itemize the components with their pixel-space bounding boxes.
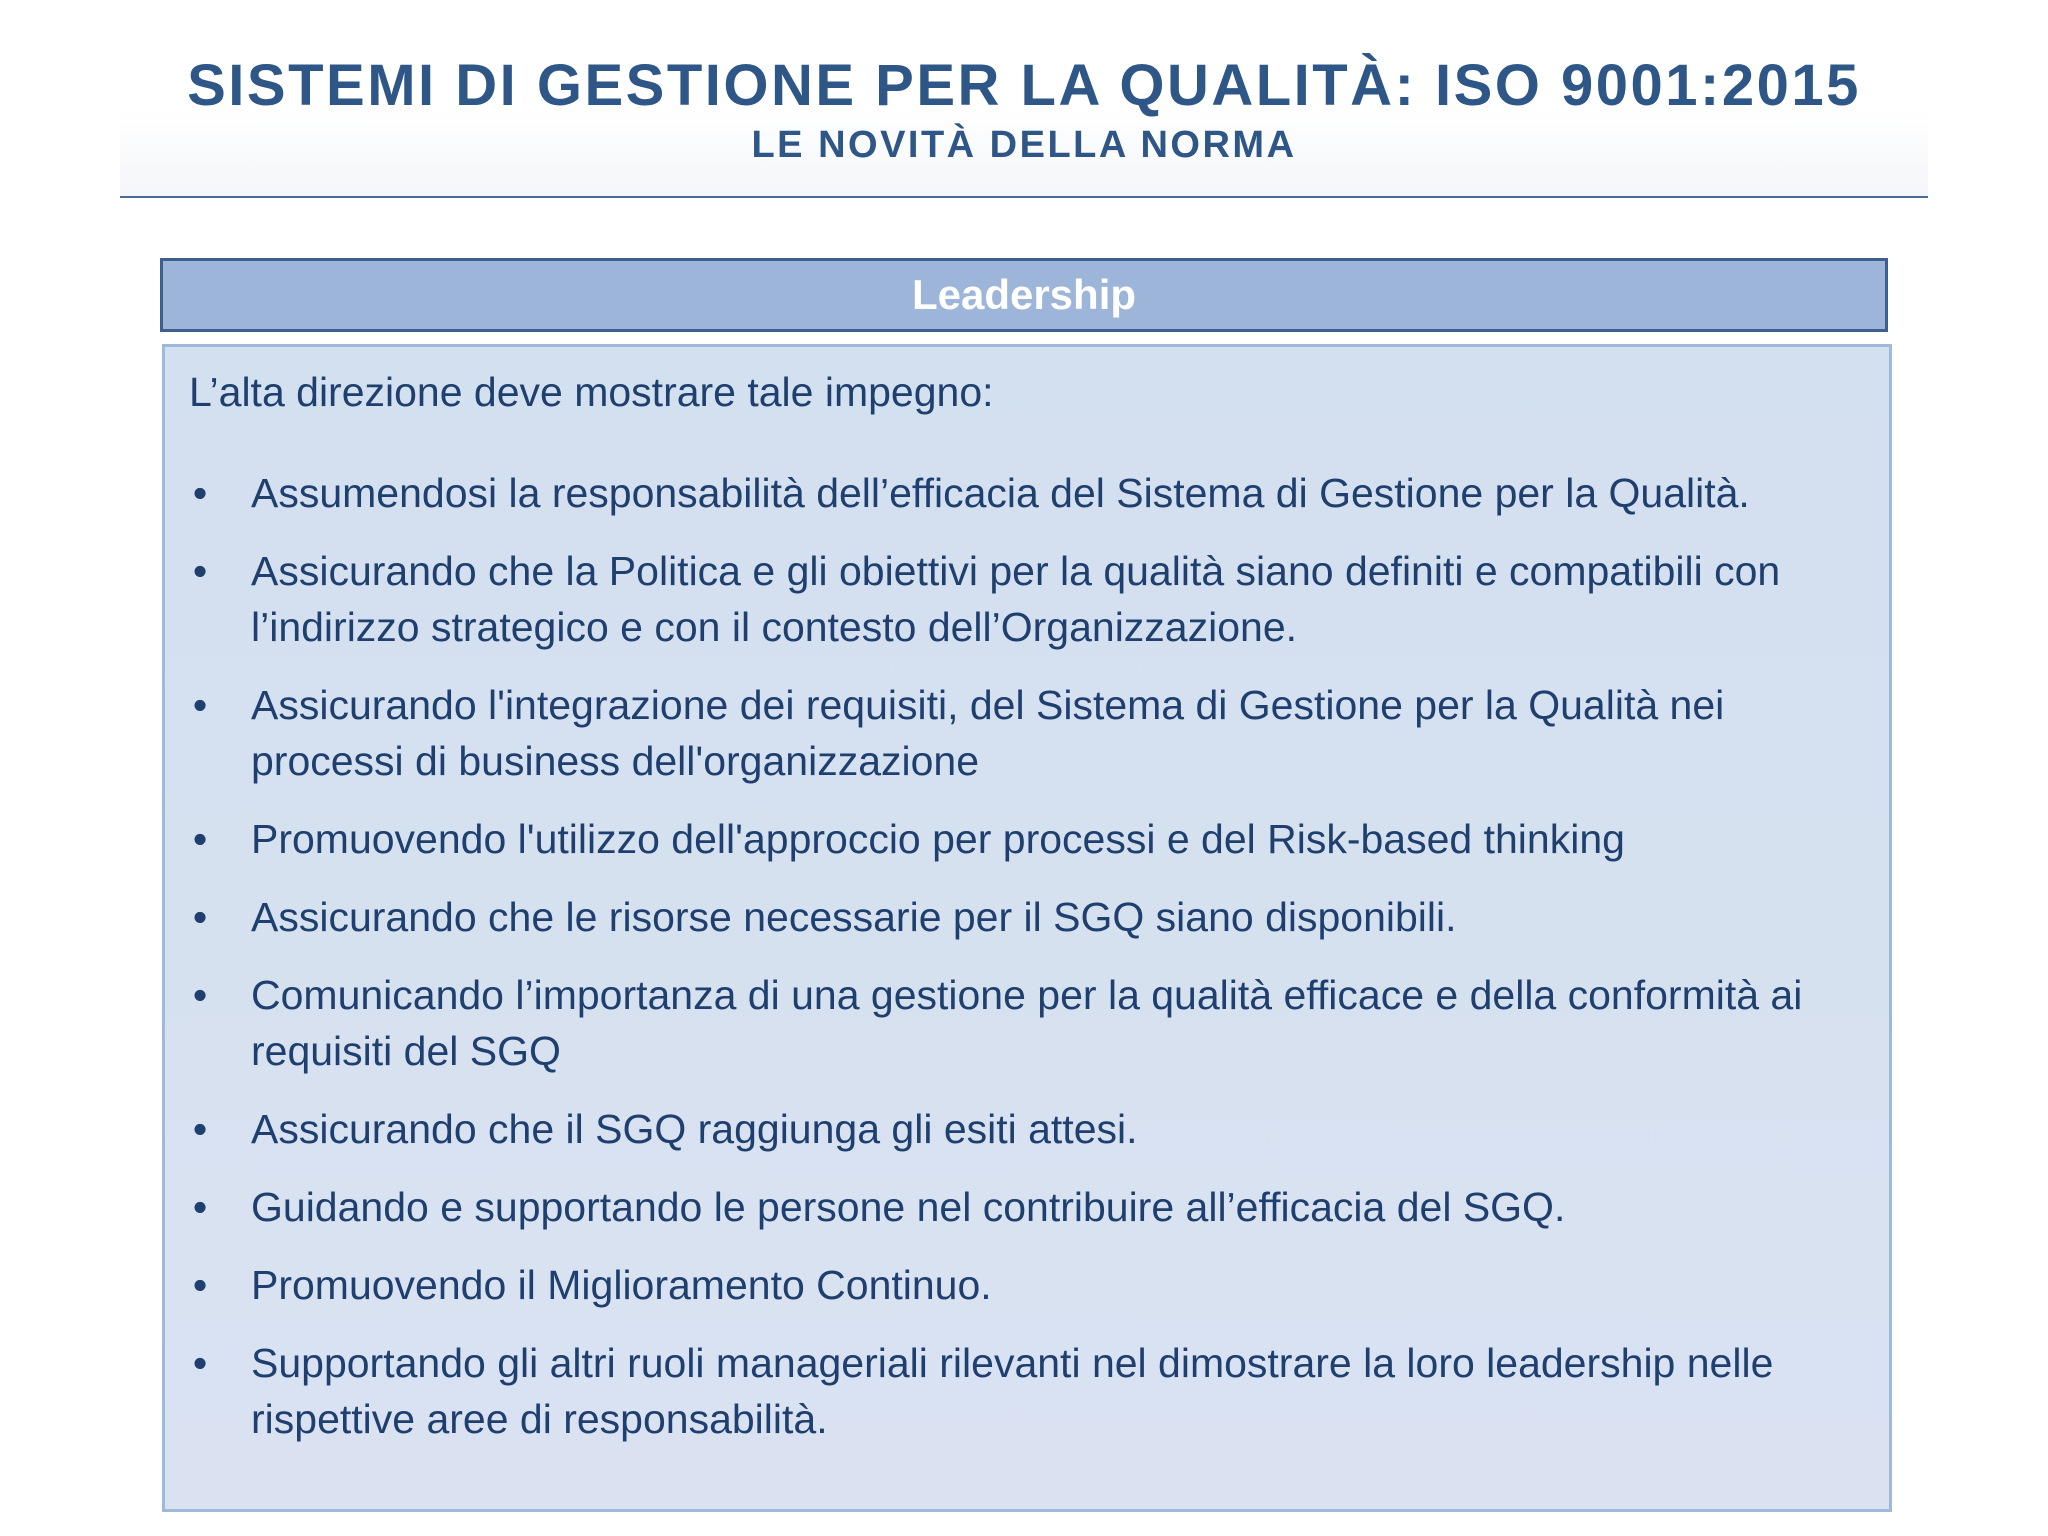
list-item bbox=[165, 1257, 1889, 1313]
bullet-text: Guidando e supportando le persone nel contribuire all’efficacia del SGQ. bbox=[251, 1184, 1566, 1230]
intro-text: L’alta direzione deve mostrare tale impegno: bbox=[189, 369, 994, 415]
bullet-list bbox=[165, 465, 1889, 1469]
bullet-icon: • bbox=[192, 972, 208, 1018]
bullet-text: Assumendosi la responsabilità dell’efficacia del Sistema di Gestione per la Qualità. bbox=[251, 470, 1750, 516]
list-item bbox=[165, 677, 1889, 789]
list-item bbox=[165, 967, 1889, 1079]
bullet-icon: • bbox=[192, 1184, 208, 1230]
bullet-text: Assicurando che la Politica e gli obiettivi per la qualità siano definiti e compatibili con l’indirizzo strategico e con il contesto dell’Organizzazione. bbox=[251, 548, 1781, 650]
bullet-icon: • bbox=[192, 816, 208, 862]
bullet-text: Assicurando che le risorse necessarie per il SGQ siano disponibili. bbox=[251, 894, 1457, 940]
bullet-text: Assicurando l'integrazione dei requisiti, del Sistema di Gestione per la Qualità nei processi di business dell'organizzazione bbox=[251, 682, 1725, 784]
list-item bbox=[165, 811, 1889, 867]
list-item bbox=[165, 1179, 1889, 1235]
bullet-icon: • bbox=[192, 1340, 208, 1386]
list-item bbox=[165, 1335, 1889, 1447]
bullet-icon: • bbox=[192, 894, 208, 940]
section-title-leadership: Leadership bbox=[160, 258, 1888, 332]
slide-header bbox=[120, 0, 1928, 198]
list-item bbox=[165, 465, 1889, 521]
bullet-icon: • bbox=[192, 1106, 208, 1152]
list-item bbox=[165, 543, 1889, 655]
bullet-icon: • bbox=[192, 470, 208, 516]
content-box bbox=[162, 344, 1892, 1512]
bullet-text: Promuovendo il Miglioramento Continuo. bbox=[251, 1262, 992, 1308]
list-item bbox=[165, 1101, 1889, 1157]
slide-subtitle: LE NOVITÀ DELLA NORMA bbox=[751, 124, 1297, 166]
bullet-text: Comunicando l’importanza di una gestione per la qualità efficace e della conformità ai requisiti del SGQ bbox=[251, 972, 1803, 1074]
bullet-icon: • bbox=[192, 1262, 208, 1308]
bullet-icon: • bbox=[192, 682, 208, 728]
slide-title: SISTEMI DI GESTIONE PER LA QUALITÀ: ISO 9001:2015 bbox=[187, 53, 1861, 118]
bullet-text: Assicurando che il SGQ raggiunga gli esiti attesi. bbox=[251, 1106, 1138, 1152]
list-item bbox=[165, 889, 1889, 945]
bullet-icon: • bbox=[192, 548, 208, 594]
bullet-text: Supportando gli altri ruoli manageriali rilevanti nel dimostrare la loro leadership nelle rispettive aree di responsabilità. bbox=[251, 1340, 1774, 1442]
bullet-text: Promuovendo l'utilizzo dell'approccio per processi e del Risk-based thinking bbox=[251, 816, 1625, 862]
